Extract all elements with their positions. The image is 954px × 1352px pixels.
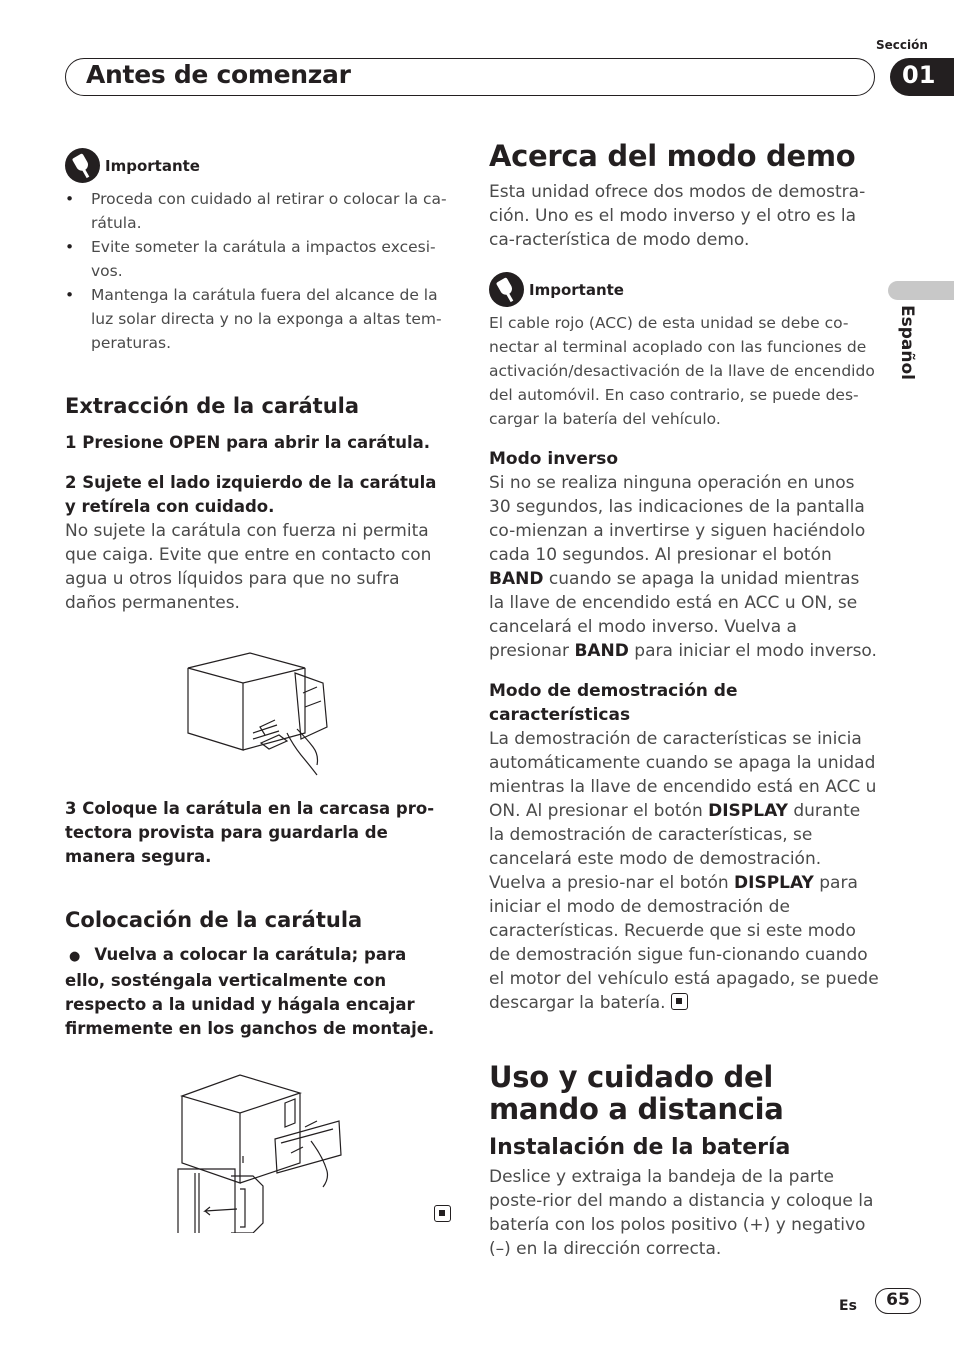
- importante-label: Importante: [105, 156, 200, 175]
- footer-lang-code: Es: [839, 1298, 857, 1314]
- inverso-text-b: cuando se apaga la unidad mientras la llave de encendido está en ACC u ON, se cancelará el modo inverso. Vuelva a presionar: [489, 569, 860, 661]
- colocacion-heading: Colocación de la carátula: [65, 908, 363, 932]
- faceplate-attach-illustration: [65, 1061, 451, 1233]
- inverso-text-c: para iniciar el modo inverso.: [628, 641, 877, 661]
- inverso-text: [489, 471, 879, 663]
- section-label: Sección: [876, 38, 928, 52]
- step-3: 3 Coloque la carátula en la carcasa pro-tectora provista para guardarla de manera segura.: [65, 799, 435, 866]
- band-keyword: BAND: [574, 641, 629, 661]
- band-keyword: BAND: [489, 569, 544, 589]
- bateria-text: Deslice y extraiga la bandeja de la parte poste-rior del mando a distancia y coloque la batería con los polos positivo (+) y negativo (–) en la dirección correcta.: [489, 1167, 874, 1259]
- caract-heading: Modo de demostración de características: [489, 681, 738, 725]
- display-keyword: DISPLAY: [708, 801, 788, 821]
- section-number-badge: 01: [890, 58, 954, 96]
- inverso-text-a: Si no se realiza ninguna operación en unos 30 segundos, las indicaciones de la pantalla co-mienzan a invertirse y siguen haciéndolo cada 10 segundos. Al presionar el botón: [489, 473, 866, 565]
- importante-list: [65, 187, 451, 355]
- caract-text: [489, 727, 879, 1015]
- page-title: Antes de comenzar: [86, 60, 351, 89]
- bateria-heading: Instalación de la batería: [489, 1135, 791, 1160]
- list-item: • Evite someter la carátula a impactos excesi-vos.: [65, 235, 451, 283]
- colocacion-step-text: Vuelva a colocar la carátula; para ello, sosténgala verticalmente con respecto a la unidad y hágala encajar firmemente en los ganchos de montaje.: [65, 945, 435, 1038]
- importante-heading: [65, 148, 451, 183]
- section-end-icon: [434, 1205, 451, 1222]
- step-2-body: No sujete la carátula con fuerza ni permita que caiga. Evite que entre en contacto con agua u otros líquidos para que no sufra daños permanentes.: [65, 521, 432, 613]
- faceplate-removal-illustration: [65, 635, 451, 783]
- step-2: 2 Sujete el lado izquierdo de la carátula y retírela con cuidado.: [65, 473, 437, 516]
- left-column: [65, 148, 451, 1224]
- caract-text-a: La demostración de características se inicia automáticamente cuando se apaga la unidad mientras la llave de encendido está en ACC u ON. Al presionar el botón: [489, 729, 877, 821]
- right-column: [489, 140, 879, 1261]
- extraccion-heading: Extracción de la carátula: [65, 394, 360, 418]
- demo-intro: Esta unidad ofrece dos modos de demostra-ción. Uno es el modo inverso y el otro es la ca-racterística de modo demo.: [489, 182, 866, 250]
- importante-heading: [489, 272, 879, 307]
- list-item: • Proceda con cuidado al retirar o colocar la ca-rátula.: [65, 187, 451, 235]
- warning-hand-icon: [489, 272, 524, 307]
- inverso-heading: Modo inverso: [489, 449, 619, 469]
- uso-heading: Uso y cuidado del mando a distancia: [489, 1060, 784, 1126]
- language-tab-label: Español: [897, 305, 917, 380]
- caract-text-b: durante la demostración de características, se cancelará este modo de demostración. Vuelva a presio-nar el botón: [489, 801, 861, 893]
- language-tab-marker: [888, 281, 954, 300]
- page-number: 65: [875, 1288, 921, 1314]
- colocacion-step: [65, 943, 451, 1041]
- caract-text-c: para iniciar el modo de demostración de características. Recuerde que si este modo de demostración sigue fun-cionando cuando el motor del vehículo está apagado, se puede descargar la batería.: [489, 873, 879, 1013]
- display-keyword: DISPLAY: [734, 873, 814, 893]
- list-item: • Mantenga la carátula fuera del alcance de la luz solar directa y no la exponga a altas tem-peraturas.: [65, 283, 451, 355]
- importante-text: El cable rojo (ACC) de esta unidad se debe co-nectar al terminal acoplado con las funciones de activación/desactivación de la llave de encendido del automóvil. En caso contrario, se puede des-cargar la batería del vehículo.: [489, 314, 875, 428]
- step-1: 1 Presione OPEN para abrir la carátula.: [65, 433, 431, 452]
- importante-label: Importante: [529, 280, 624, 299]
- warning-hand-icon: [65, 148, 100, 183]
- bullet-dot: ●: [69, 949, 81, 964]
- demo-heading: Acerca del modo demo: [489, 139, 856, 173]
- section-end-icon: [671, 993, 688, 1010]
